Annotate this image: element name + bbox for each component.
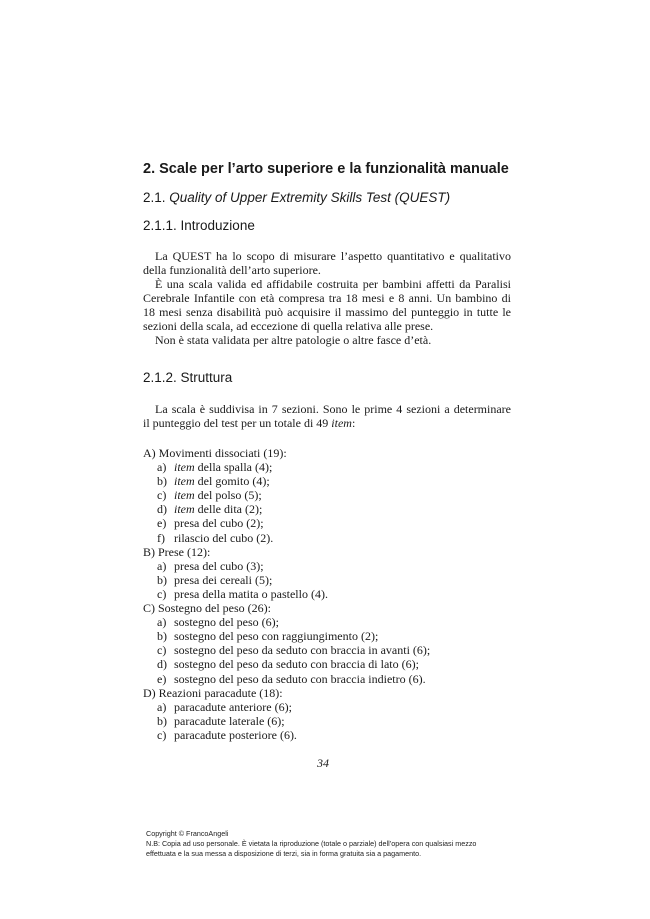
intro-line: La QUEST ha lo scopo di misurare l’aspetto quantitativo e qualitativo: [155, 249, 511, 263]
footer-line: Copyright © FrancoAngeli: [146, 829, 229, 838]
item-text: sostegno del peso da seduto con braccia indietro (6).: [174, 671, 426, 686]
list-item: [143, 460, 511, 474]
item-italic: item: [174, 488, 195, 503]
footer-line: N.B: Copia ad uso personale. È vietata la riproduzione (totale o parziale) dell’opera con qualsiasi mezzo: [146, 839, 477, 848]
list-item: [143, 587, 511, 601]
intro-line: Cerebrale Infantile con età compresa tra 18 mesi e 8 anni. Un bambino di: [143, 291, 511, 305]
list-item: [143, 615, 511, 629]
intro-line: della funzionalità dell’arto superiore.: [143, 263, 321, 277]
structure-line: La scala è suddivisa in 7 sezioni. Sono le prime 4 sezioni a determinare: [155, 402, 511, 416]
item-text: paracadute anteriore (6);: [174, 699, 292, 714]
item-letter: c): [157, 643, 167, 658]
item-letter: a): [157, 558, 167, 573]
item-letter: a): [157, 699, 167, 714]
item-text: delle dita (2);: [194, 502, 263, 517]
item-text: presa della matita o pastello (4).: [174, 586, 328, 601]
list-item: [143, 573, 511, 587]
item-letter: d): [157, 657, 167, 672]
list-item: [143, 700, 511, 714]
group-title: D) Reazioni paracadute (18):: [143, 685, 283, 700]
item-italic: item: [174, 502, 195, 517]
item-text: del polso (5);: [194, 488, 262, 503]
section-list: [143, 446, 511, 742]
item-text: sostegno del peso da seduto con braccia di lato (6);: [174, 657, 419, 672]
item-letter: b): [157, 572, 167, 587]
item-italic: item: [174, 460, 195, 475]
list-item: [143, 714, 511, 728]
item-letter: d): [157, 502, 167, 517]
list-item: [143, 559, 511, 573]
list-item: [143, 474, 511, 488]
item-letter: e): [157, 516, 167, 531]
item-text: rilascio del cubo (2).: [174, 530, 274, 545]
item-italic: item: [174, 474, 195, 489]
item-text: presa del cubo (3);: [174, 558, 264, 573]
item-letter: c): [157, 727, 167, 742]
item-letter: c): [157, 586, 167, 601]
structure-italic: item: [331, 416, 352, 430]
subsection-title-structure: 2.1.2. Struttura: [143, 370, 233, 385]
intro-line: sezioni della scala, ad eccezione di quella relativa alle prese.: [143, 319, 434, 333]
copyright-footer: [146, 829, 476, 859]
intro-line: 18 mesi senza disabilità può acquisire il massimo del punteggio in tutte le: [143, 305, 511, 319]
item-text: sostegno del peso con raggiungimento (2);: [174, 629, 379, 644]
list-item: [143, 657, 511, 671]
item-letter: f): [157, 530, 165, 545]
item-letter: a): [157, 460, 167, 475]
list-item: [143, 502, 511, 516]
chapter-title: 2. Scale per l’arto superiore e la funzionalità manuale: [143, 161, 509, 177]
item-letter: a): [157, 615, 167, 630]
section-title-italic: Quality of Upper Extremity Skills Test (QUEST): [169, 190, 451, 205]
subsection-title-intro: 2.1.1. Introduzione: [143, 218, 255, 233]
list-item: [143, 643, 511, 657]
group-title: B) Prese (12):: [143, 544, 211, 559]
item-letter: b): [157, 713, 167, 728]
footer-line: effettuata e la sua messa a disposizione di terzi, sia in forma gratuita sia a pagamento.: [146, 849, 422, 858]
structure-line: [143, 416, 511, 430]
list-item: [143, 531, 511, 545]
list-item: [143, 488, 511, 502]
list-item: [143, 728, 511, 742]
item-text: presa dei cereali (5);: [174, 572, 273, 587]
structure-paragraph: [143, 402, 511, 430]
page-number: 34: [317, 756, 329, 770]
item-text: sostegno del peso (6);: [174, 615, 279, 630]
list-item: [143, 629, 511, 643]
item-text: paracadute posteriore (6).: [174, 727, 297, 742]
structure-suffix: :: [351, 416, 356, 430]
item-text: presa del cubo (2);: [174, 516, 264, 531]
intro-line: Non è stata validata per altre patologie o altre fasce d’età.: [155, 333, 432, 347]
section-number: 2.1.: [143, 190, 170, 205]
list-item: [143, 516, 511, 530]
item-text: del gomito (4);: [194, 474, 270, 489]
item-letter: e): [157, 671, 167, 686]
group-title: A) Movimenti dissociati (19):: [143, 446, 287, 460]
item-letter: c): [157, 488, 167, 503]
group-title: C) Sostegno del peso (26):: [143, 601, 271, 616]
item-text: paracadute laterale (6);: [174, 713, 285, 728]
item-letter: b): [157, 474, 167, 489]
item-text: della spalla (4);: [194, 460, 273, 475]
item-text: sostegno del peso da seduto con braccia in avanti (6);: [174, 643, 431, 658]
section-title: [143, 190, 450, 205]
list-item: [143, 672, 511, 686]
intro-line: È una scala valida ed affidabile costruita per bambini affetti da Paralisi: [155, 277, 511, 291]
intro-paragraph: [143, 249, 511, 347]
item-letter: b): [157, 629, 167, 644]
structure-text: il punteggio del test per un totale di 49: [143, 416, 332, 430]
